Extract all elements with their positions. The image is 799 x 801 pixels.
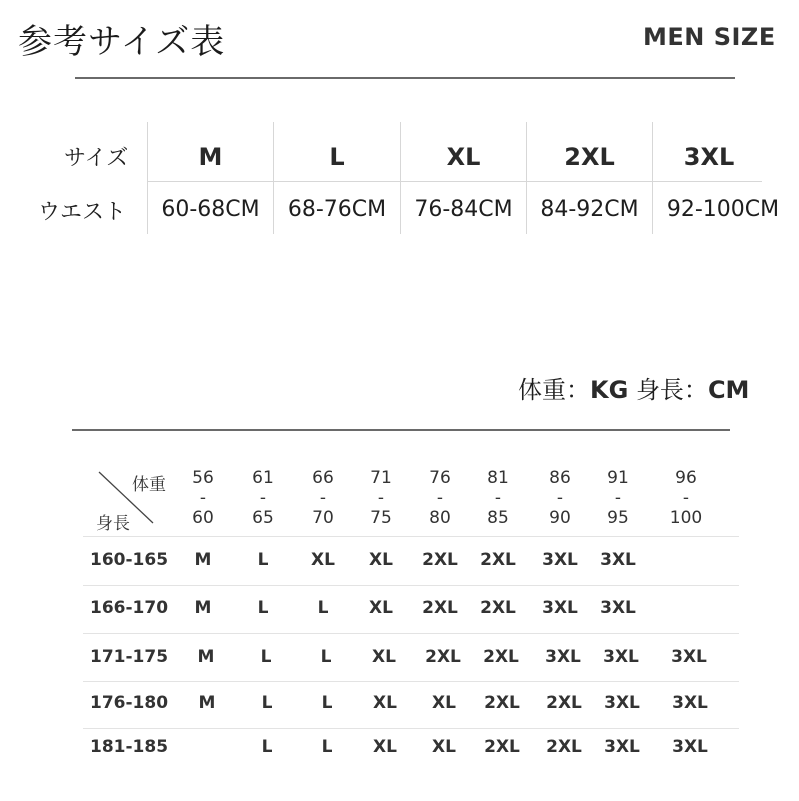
weight-unit: KG bbox=[590, 376, 629, 404]
size-cell: 2XL bbox=[484, 693, 520, 713]
top-divider bbox=[75, 77, 735, 79]
range-dash: - bbox=[614, 488, 622, 508]
size-cell: L bbox=[261, 693, 273, 713]
height-unit-label: 身長： bbox=[635, 376, 708, 404]
weight-to: 80 bbox=[429, 508, 451, 528]
weight-column-header bbox=[298, 468, 348, 528]
waist-value-3xl: 92-100CM bbox=[666, 197, 780, 222]
page-title: 参考サイズ表 bbox=[18, 22, 226, 62]
size-cell: 3XL bbox=[545, 647, 581, 667]
weight-from: 56 bbox=[192, 468, 214, 488]
weight-from: 86 bbox=[549, 468, 571, 488]
size-header-2xl: 2XL bbox=[564, 143, 615, 171]
middle-divider bbox=[72, 429, 730, 431]
size-cell: XL bbox=[432, 737, 456, 757]
range-dash: - bbox=[494, 488, 502, 508]
size-cell: 3XL bbox=[604, 737, 640, 757]
waist-value-l: 68-76CM bbox=[287, 197, 387, 222]
range-dash: - bbox=[682, 488, 690, 508]
range-dash: - bbox=[377, 488, 385, 508]
size-cell: L bbox=[260, 647, 272, 667]
weight-from: 61 bbox=[252, 468, 274, 488]
size-cell: 2XL bbox=[480, 598, 516, 618]
size-cell: L bbox=[261, 737, 273, 757]
weight-from: 76 bbox=[429, 468, 451, 488]
grid-line bbox=[83, 585, 739, 586]
height-row-label: 181-185 bbox=[90, 737, 169, 757]
height-unit: CM bbox=[707, 376, 750, 404]
size-cell: 3XL bbox=[672, 737, 708, 757]
size-cell: M bbox=[197, 647, 215, 667]
weight-column-header bbox=[593, 468, 643, 528]
weight-from: 91 bbox=[607, 468, 629, 488]
size-cell: L bbox=[321, 693, 333, 713]
size-cell: 2XL bbox=[546, 693, 582, 713]
size-cell: 2XL bbox=[422, 598, 458, 618]
size-cell: XL bbox=[369, 598, 393, 618]
size-cell: XL bbox=[432, 693, 456, 713]
weight-column-header bbox=[415, 468, 465, 528]
weight-to: 75 bbox=[370, 508, 392, 528]
size-cell: 3XL bbox=[604, 693, 640, 713]
size-cell: L bbox=[317, 598, 329, 618]
size-cell: 2XL bbox=[483, 647, 519, 667]
range-dash: - bbox=[436, 488, 444, 508]
weight-from: 96 bbox=[675, 468, 697, 488]
weight-column-header bbox=[535, 468, 585, 528]
size-header-xl: XL bbox=[446, 143, 481, 171]
grid-line bbox=[83, 681, 739, 682]
grid-line bbox=[83, 536, 739, 537]
weight-to: 65 bbox=[252, 508, 274, 528]
weight-to: 70 bbox=[312, 508, 334, 528]
size-cell: 3XL bbox=[603, 647, 639, 667]
size-header-3xl: 3XL bbox=[683, 143, 735, 171]
grid-line bbox=[83, 728, 739, 729]
size-cell: 2XL bbox=[425, 647, 461, 667]
weight-column-header bbox=[473, 468, 523, 528]
size-header-l: L bbox=[329, 143, 345, 171]
size-cell: 3XL bbox=[671, 647, 707, 667]
size-cell: 3XL bbox=[672, 693, 708, 713]
weight-to: 95 bbox=[607, 508, 629, 528]
corner-height-label: 身長 bbox=[96, 514, 130, 534]
range-dash: - bbox=[319, 488, 327, 508]
weight-to: 90 bbox=[549, 508, 571, 528]
size-cell: XL bbox=[369, 550, 393, 570]
size-cell: L bbox=[257, 598, 269, 618]
range-dash: - bbox=[556, 488, 564, 508]
size-cell: 3XL bbox=[542, 598, 578, 618]
grid-line bbox=[83, 633, 739, 634]
size-row-label: サイズ bbox=[64, 146, 129, 171]
weight-from: 66 bbox=[312, 468, 334, 488]
height-row-label: 166-170 bbox=[90, 598, 169, 618]
waist-value-xl: 76-84CM bbox=[414, 197, 513, 222]
weight-unit-label: 体重： bbox=[518, 376, 590, 404]
size-cell: M bbox=[198, 693, 216, 713]
size-cell: M bbox=[194, 598, 212, 618]
corner-weight-label: 体重 bbox=[132, 475, 166, 495]
size-cell: L bbox=[257, 550, 269, 570]
height-row-label: 160-165 bbox=[90, 550, 169, 570]
men-size-heading: MEN SIZE bbox=[643, 23, 776, 51]
size-cell: 3XL bbox=[542, 550, 578, 570]
size-cell: XL bbox=[311, 550, 335, 570]
weight-to: 85 bbox=[487, 508, 509, 528]
size-cell: XL bbox=[372, 647, 396, 667]
weight-to: 100 bbox=[669, 508, 703, 528]
waist-row-label: ウエスト bbox=[38, 200, 127, 225]
weight-column-header bbox=[356, 468, 406, 528]
range-dash: - bbox=[259, 488, 267, 508]
weight-to: 60 bbox=[192, 508, 214, 528]
height-row-label: 171-175 bbox=[90, 647, 169, 667]
size-cell: 2XL bbox=[422, 550, 458, 570]
weight-column-header bbox=[661, 468, 711, 528]
size-cell: M bbox=[194, 550, 212, 570]
weight-from: 71 bbox=[370, 468, 392, 488]
size-cell: XL bbox=[373, 693, 397, 713]
weight-column-header bbox=[238, 468, 288, 528]
weight-column-header bbox=[178, 468, 228, 528]
size-cell: 2XL bbox=[480, 550, 516, 570]
weight-from: 81 bbox=[487, 468, 509, 488]
waist-value-m: 60-68CM bbox=[161, 197, 260, 222]
waist-value-2xl: 84-92CM bbox=[540, 197, 639, 222]
range-dash: - bbox=[199, 488, 207, 508]
size-header-m: M bbox=[198, 143, 223, 171]
size-cell: 2XL bbox=[484, 737, 520, 757]
size-cell: L bbox=[320, 647, 332, 667]
size-cell: 3XL bbox=[600, 598, 636, 618]
unit-legend bbox=[518, 370, 749, 405]
size-cell: 2XL bbox=[546, 737, 582, 757]
size-cell: XL bbox=[373, 737, 397, 757]
size-cell: 3XL bbox=[600, 550, 636, 570]
size-cell: L bbox=[321, 737, 333, 757]
height-row-label: 176-180 bbox=[90, 693, 169, 713]
grid-line bbox=[147, 181, 762, 182]
